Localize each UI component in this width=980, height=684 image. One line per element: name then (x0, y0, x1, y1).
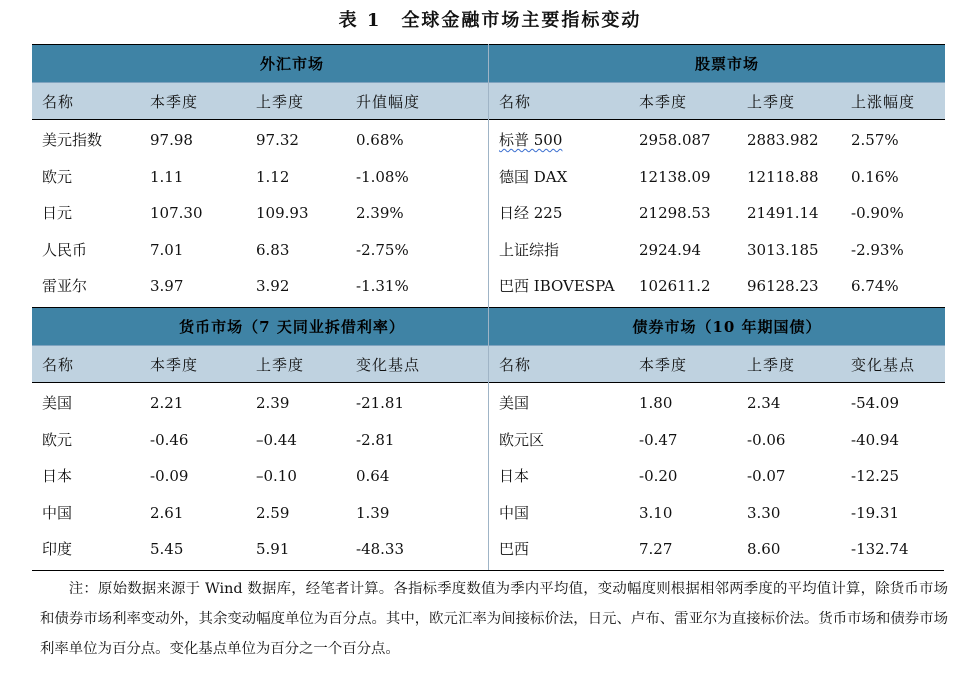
table-row (489, 195, 945, 232)
col-header-previous: 上季度 (747, 93, 796, 111)
table-row (32, 458, 488, 495)
cell-previous: 3013.185 (747, 240, 819, 259)
cell-previous: 2.34 (747, 393, 781, 412)
table-row (32, 385, 488, 422)
table-row (32, 422, 488, 459)
col-header-change: 上涨幅度 (851, 93, 916, 111)
left-column (32, 44, 489, 570)
cell-previous: 109.93 (256, 204, 309, 223)
section-heading-fx (32, 44, 488, 82)
cell-name: 欧元 (42, 167, 73, 186)
header-row-stock (489, 82, 945, 120)
cell-current: 97.98 (150, 131, 193, 149)
table-note: 注：原始数据来源于 Wind 数据库，经笔者计算。各指标季度数值为季内平均值，变动幅度则根据相邻两季度的平均值计算，除货币市场和债券市场利率变动外，其余变动幅度单位为百分点。其中，欧元汇率为间接标价法，日元、卢布、雷亚尔为直接标价法。货币市场和债券市场利率单位为百分点。变化基点单位为百分之一个百分点。 (40, 581, 948, 657)
cell-change: 2.39% (356, 204, 404, 223)
cell-current: -0.47 (639, 430, 678, 449)
cell-name: 中国 (42, 503, 73, 522)
cell-change: 6.74% (851, 277, 899, 296)
col-header-current: 本季度 (639, 93, 688, 111)
table-row (32, 195, 488, 232)
cell-previous: 2883.982 (747, 131, 819, 149)
section-heading-stock (489, 44, 945, 82)
cell-current: 2.21 (150, 393, 184, 412)
cell-change: -0.90% (851, 204, 904, 223)
cell-current: 2924.94 (639, 240, 702, 259)
cell-previous: -0.06 (747, 430, 786, 449)
cell-previous: 1.12 (256, 167, 290, 186)
table-row (32, 232, 488, 269)
cell-change: -132.74 (851, 540, 909, 559)
cell-previous: 2.59 (256, 503, 290, 522)
col-header-change: 升值幅度 (356, 93, 421, 111)
col-header-change: 变化基点 (356, 355, 421, 374)
cell-change: -12.25 (851, 467, 900, 486)
cell-current: 102611.2 (639, 277, 711, 296)
cell-change: 1.39 (356, 503, 390, 522)
indicator-table (32, 44, 944, 571)
col-header-current: 本季度 (150, 355, 199, 374)
cell-current: -0.46 (150, 430, 189, 449)
table-row (489, 422, 945, 459)
cell-change: -1.31% (356, 277, 409, 296)
cell-name: 雷亚尔 (42, 277, 88, 296)
cell-name: 日本 (42, 467, 73, 486)
right-column (489, 44, 945, 570)
cell-current: 1.11 (150, 167, 184, 186)
cell-previous: -0.07 (747, 467, 786, 486)
header-row-fx (32, 82, 488, 120)
section-heading-label: 股票市场 (694, 55, 759, 73)
cell-name: 人民币 (42, 240, 88, 259)
cell-current: 12138.09 (639, 167, 711, 186)
cell-name: 巴西 (499, 540, 530, 559)
cell-current: 7.01 (150, 240, 184, 259)
cell-current: 21298.53 (639, 204, 711, 223)
cell-change: -48.33 (356, 540, 405, 559)
cell-current: 1.80 (639, 393, 673, 412)
col-header-name: 名称 (499, 355, 532, 374)
cell-previous: 2.39 (256, 393, 290, 412)
cell-name: 上证综指 (499, 240, 560, 259)
table-title: 表 1 全球金融市场主要指标变动 (338, 10, 642, 31)
table-row (489, 122, 945, 159)
cell-name: 日元 (42, 204, 73, 223)
table-row (32, 495, 488, 532)
cell-change: -2.93% (851, 240, 904, 259)
cell-name: 美元指数 (42, 131, 103, 149)
section-heading-label: 外汇市场 (259, 55, 324, 73)
col-header-previous: 上季度 (256, 355, 305, 374)
section-heading-money-market (32, 307, 488, 345)
table-row (489, 268, 945, 305)
cell-previous: –0.10 (256, 467, 297, 486)
cell-previous: 5.91 (256, 540, 290, 559)
col-header-current: 本季度 (150, 93, 199, 111)
cell-previous: 6.83 (256, 240, 290, 259)
cell-previous: 3.92 (256, 277, 290, 296)
cell-current: 7.27 (639, 540, 673, 559)
cell-change: -54.09 (851, 393, 900, 412)
cell-previous: 97.32 (256, 131, 299, 149)
table-row (489, 159, 945, 196)
cell-name: 日本 (499, 467, 530, 486)
col-header-previous: 上季度 (256, 93, 305, 111)
table-row (489, 232, 945, 269)
cell-name: 德国 DAX (499, 167, 568, 186)
col-header-name: 名称 (42, 93, 75, 111)
cell-previous: 96128.23 (747, 277, 819, 296)
cell-name: 日经 225 (499, 204, 563, 223)
cell-change: -1.08% (356, 167, 409, 186)
table-row (32, 268, 488, 305)
cell-name: 中国 (499, 503, 530, 522)
cell-previous: 12118.88 (747, 167, 819, 186)
cell-name-text: 标普 500 (499, 131, 563, 149)
cell-change: -40.94 (851, 430, 900, 449)
cell-name: 巴西 IBOVESPA (499, 277, 615, 296)
col-header-name: 名称 (42, 355, 75, 374)
section-heading-bond (489, 307, 945, 345)
table-row (489, 531, 945, 568)
cell-current: 5.45 (150, 540, 184, 559)
table-row (489, 495, 945, 532)
col-header-previous: 上季度 (747, 355, 796, 374)
cell-previous: 8.60 (747, 540, 781, 559)
cell-name: 美国 (499, 393, 530, 412)
cell-change: -19.31 (851, 503, 900, 522)
cell-change: -21.81 (356, 393, 405, 412)
table-row (32, 122, 488, 159)
table-row (32, 531, 488, 568)
cell-current: -0.09 (150, 467, 189, 486)
cell-current: 3.97 (150, 277, 184, 296)
cell-change: 0.68% (356, 131, 404, 149)
cell-change: 2.57% (851, 131, 899, 149)
cell-name: 印度 (42, 540, 73, 559)
cell-current: 2958.087 (639, 131, 711, 149)
cell-current: 2.61 (150, 503, 184, 522)
cell-current: 107.30 (150, 204, 203, 223)
cell-current: 3.10 (639, 503, 673, 522)
cell-change: 0.16% (851, 167, 899, 186)
cell-current: -0.20 (639, 467, 678, 486)
col-header-current: 本季度 (639, 355, 688, 374)
table-row (32, 159, 488, 196)
header-row-bond (489, 345, 945, 383)
table-row (489, 385, 945, 422)
cell-name: 美国 (42, 393, 73, 412)
cell-name (489, 122, 635, 159)
header-row-money-market (32, 345, 488, 383)
table-row (489, 458, 945, 495)
cell-change: 0.64 (356, 467, 390, 486)
cell-previous: –0.44 (256, 430, 297, 449)
cell-name: 欧元 (42, 430, 73, 449)
col-header-change: 变化基点 (851, 355, 916, 374)
col-header-name: 名称 (499, 93, 532, 111)
section-heading-label: 货币市场（7 天同业拆借利率） (179, 317, 405, 336)
cell-name: 欧元区 (499, 430, 545, 449)
cell-change: -2.75% (356, 240, 409, 259)
section-heading-label: 债券市场（10 年期国债） (632, 317, 822, 336)
cell-previous: 3.30 (747, 503, 781, 522)
cell-previous: 21491.14 (747, 204, 819, 223)
cell-change: -2.81 (356, 430, 395, 449)
